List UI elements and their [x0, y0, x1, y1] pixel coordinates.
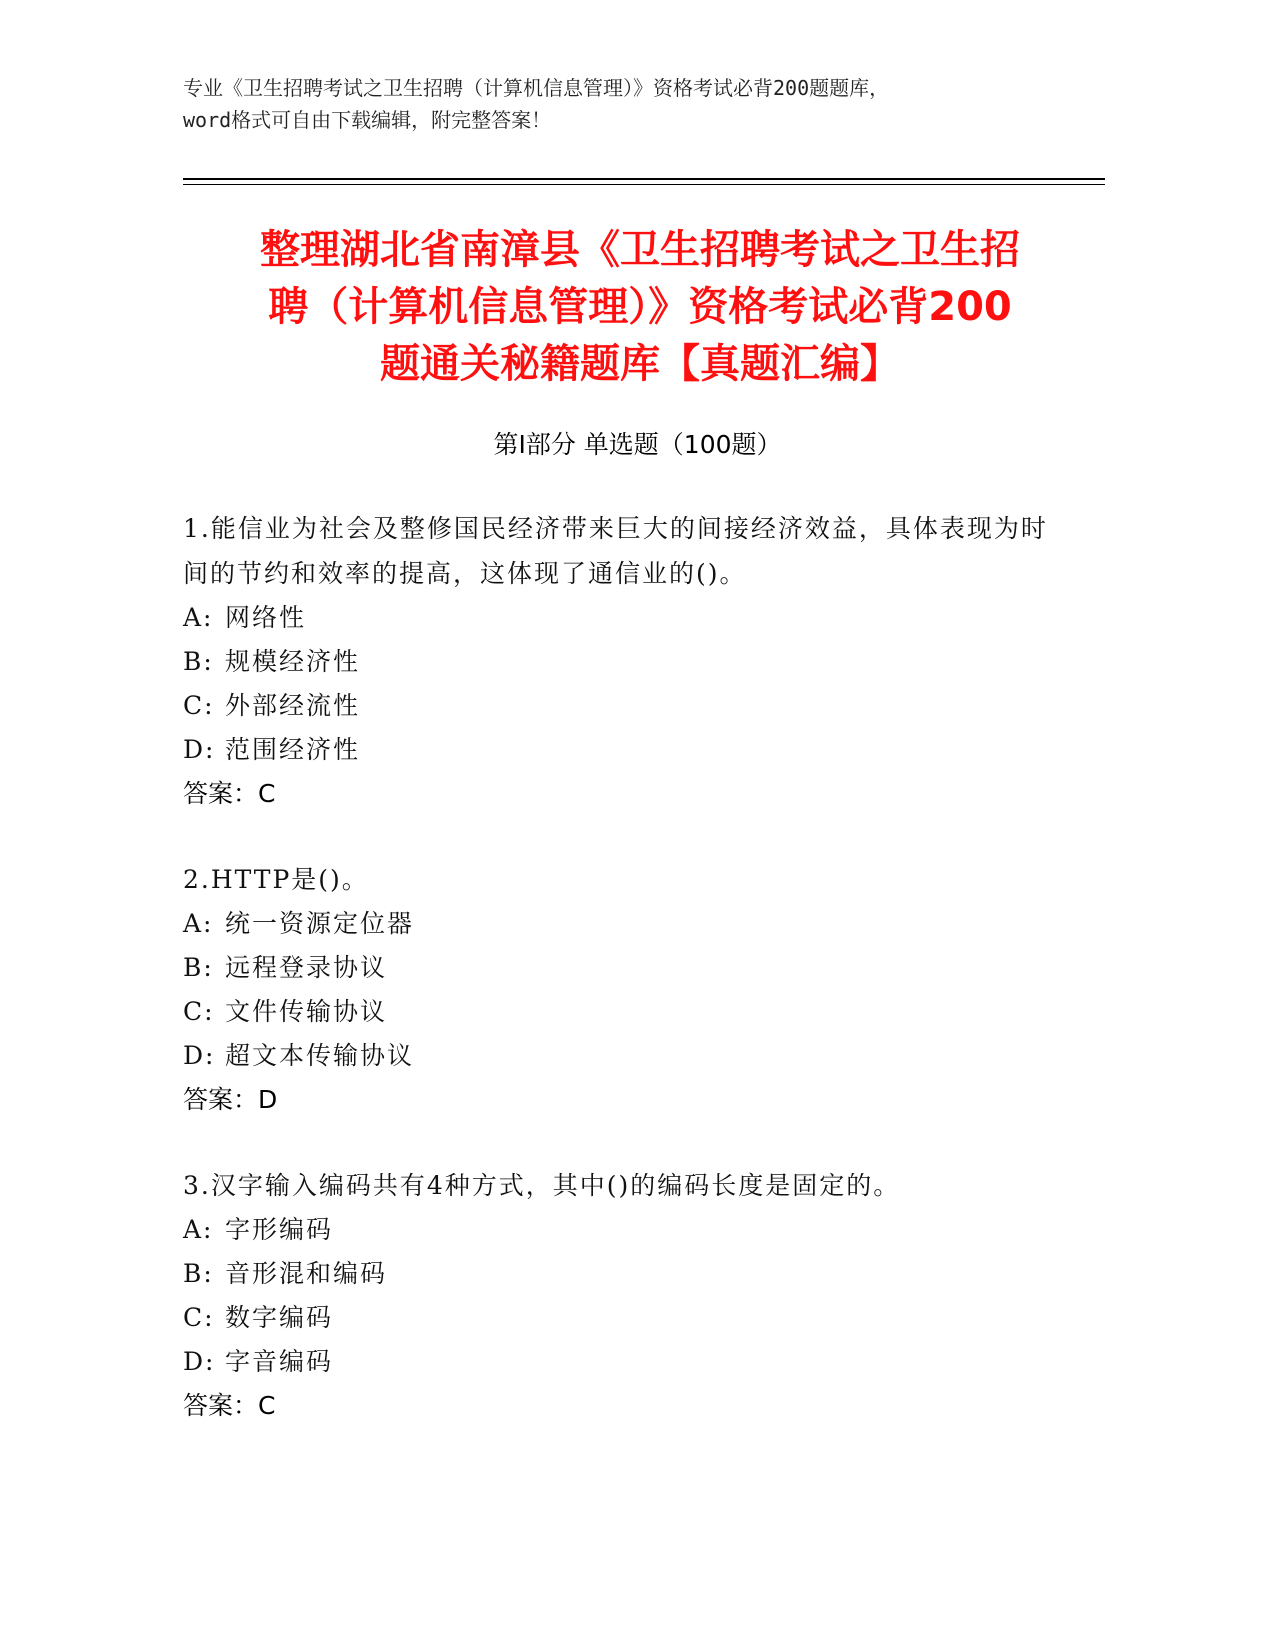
option-letter: A: — [183, 909, 214, 938]
header-note — [183, 72, 1083, 136]
option-letter: C: — [183, 691, 215, 720]
option-text: 外部经流性 — [225, 691, 361, 720]
option-d — [183, 1340, 1053, 1384]
option-text: 远程登录协议 — [225, 953, 388, 982]
option-text: 数字编码 — [225, 1303, 334, 1332]
option-letter: D: — [183, 1347, 216, 1376]
question-stem: 2.HTTP是()。 — [183, 865, 369, 894]
question-list — [183, 506, 1053, 1469]
option-text: 规模经济性 — [225, 647, 361, 676]
option-text: 字音编码 — [225, 1347, 334, 1376]
option-letter: B: — [183, 953, 214, 982]
header-divider-thin — [183, 184, 1105, 185]
answer-line: 答案：C — [183, 1391, 276, 1420]
option-letter: B: — [183, 1259, 214, 1288]
option-text: 超文本传输协议 — [225, 1041, 415, 1070]
option-text: 音形混和编码 — [225, 1259, 388, 1288]
answer-line: 答案：D — [183, 1085, 278, 1114]
option-letter: C: — [183, 1303, 215, 1332]
option-b — [183, 640, 1053, 684]
option-text: 文件传输协议 — [225, 997, 388, 1026]
option-text: 网络性 — [225, 603, 307, 632]
option-letter: D: — [183, 735, 216, 764]
option-text: 统一资源定位器 — [225, 909, 415, 938]
option-c — [183, 684, 1053, 728]
question-item — [183, 1163, 1053, 1428]
document-title-line-2: 聘（计算机信息管理）》资格考试必背200 — [268, 284, 1012, 330]
header-note-line-1: 专业《卫生招聘考试之卫生招聘（计算机信息管理）》资格考试必背200题题库， — [183, 76, 890, 100]
question-stem: 1.能信业为社会及整修国民经济带来巨大的间接经济效益，具体表现为时间的节约和效率的提高，这体现了通信业的()。 — [183, 514, 1048, 588]
option-d — [183, 1034, 1053, 1078]
option-d — [183, 728, 1053, 772]
header-note-line-2: word格式可自由下载编辑，附完整答案！ — [183, 108, 552, 132]
answer-line: 答案：C — [183, 779, 276, 808]
option-letter: B: — [183, 647, 214, 676]
option-text: 字形编码 — [225, 1215, 334, 1244]
document-title-line-3: 题通关秘籍题库【真题汇编】 — [380, 341, 900, 387]
option-letter: D: — [183, 1041, 216, 1070]
document-title-line-1: 整理湖北省南漳县《卫生招聘考试之卫生招 — [260, 227, 1020, 273]
question-item — [183, 506, 1053, 816]
option-b — [183, 1252, 1053, 1296]
option-text: 范围经济性 — [225, 735, 361, 764]
question-stem: 3.汉字输入编码共有4种方式，其中()的编码长度是固定的。 — [183, 1171, 901, 1200]
header-divider-thick — [183, 178, 1105, 180]
option-a — [183, 902, 1053, 946]
option-letter: A: — [183, 1215, 214, 1244]
option-b — [183, 946, 1053, 990]
section-title: 第Ⅰ部分 单选题（100题） — [493, 430, 782, 459]
option-a — [183, 596, 1053, 640]
option-letter: A: — [183, 603, 214, 632]
question-item — [183, 857, 1053, 1122]
option-c — [183, 990, 1053, 1034]
option-c — [183, 1296, 1053, 1340]
option-a — [183, 1208, 1053, 1252]
document-title — [160, 222, 1120, 393]
option-letter: C: — [183, 997, 215, 1026]
